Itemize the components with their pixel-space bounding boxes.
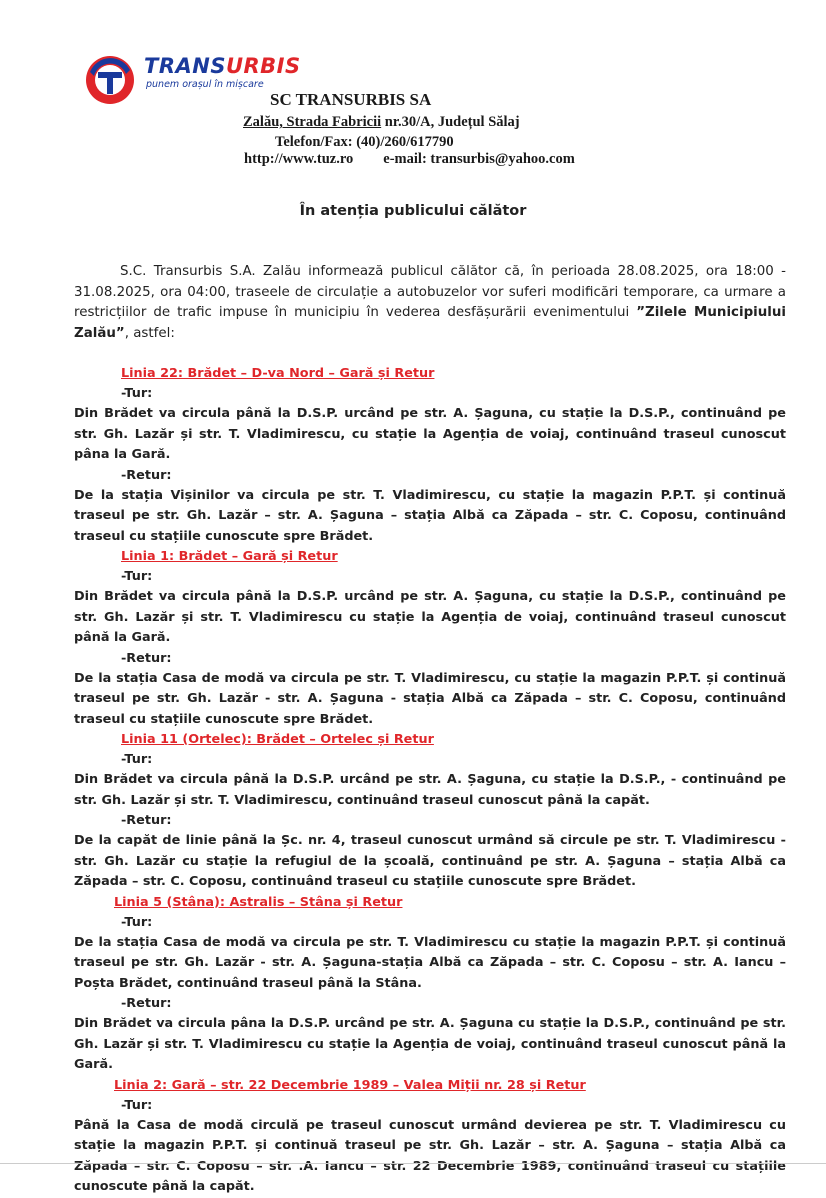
logo-tagline: punem orașul în mișcare — [146, 79, 264, 90]
retur-label: -Retur: — [121, 996, 172, 1011]
email-address[interactable]: e-mail: transurbis@yahoo.com — [383, 151, 575, 167]
tur-label: -Tur: — [121, 752, 153, 767]
address-street: Zalău, Strada Fabricii — [243, 114, 382, 130]
tur-description: Din Brădet va circula până la D.S.P. urcând pe str. A. Șaguna, cu stație la D.S.P., - continuând pe str. Gh. Lazăr și str. T. Vladimirescu, continuând traseul cunoscut până la capăt. — [74, 772, 786, 808]
website-link[interactable]: http://www.tuz.ro — [244, 151, 354, 167]
transurbis-logo — [82, 52, 301, 108]
retur-label: -Retur: — [121, 813, 172, 828]
route-heading-text: Linia 2: Gară – str. 22 Decembrie 1989 – Valea Miții nr. 28 și Retur — [114, 1077, 586, 1093]
retur-description: De la capăt de linie până la Șc. nr. 4, traseul cunoscut urmând să circule pe str. T. Vladimirescu - str. Gh. Lazăr cu stație la refugiul de la școală, continuând pe str. A. Șaguna – stația Albă ca Zăpada – str. C. Coposu, continuând traseul cu stațiile cunoscute spre Brădet. — [74, 833, 786, 889]
page-bottom-divider — [0, 1163, 826, 1164]
route-heading — [74, 893, 786, 913]
retur-description: De la stația Casa de modă va circula pe str. T. Vladimirescu, cu stație la magazin P.P.T. și continuă traseul pe str. Gh. Lazăr - str. A. Șaguna - stația Albă ca Zăpada – str. C. Coposu, continuând traseul cu stațiile cunoscute spre Brădet. — [74, 670, 786, 727]
retur-label: -Retur: — [121, 467, 172, 483]
tur-description: De la stația Casa de modă va circula pe str. T. Vladimirescu cu stație la magazin P.P.T. și continuă traseul pe str. Gh. Lazăr - str. A. Șaguna-stația Albă ca Zăpada – str. C. Coposu – str. A. Iancu – Poșta Brădet, continuând traseul până la Stâna. — [74, 934, 786, 991]
route-heading — [74, 730, 786, 750]
intro-event-name: ”Zilele Municipiului Zalău” — [74, 305, 786, 341]
route-section — [74, 364, 786, 547]
address-rest: nr.30/A, Județul Sălaj — [381, 114, 520, 130]
tur-label: -Tur: — [121, 386, 153, 401]
company-contact-line — [244, 151, 575, 168]
intro-paragraph — [74, 262, 786, 344]
route-section — [74, 730, 786, 893]
route-heading-text: Linia 5 (Stâna): Astralis – Stâna și Retur — [114, 894, 403, 910]
logo-brand-suffix: URBIS — [225, 54, 301, 78]
route-section — [74, 1076, 786, 1198]
routes-section — [74, 364, 786, 1198]
retur-label: -Retur: — [121, 650, 172, 666]
route-heading — [74, 547, 786, 567]
company-name: SC TRANSURBIS SA — [270, 90, 432, 109]
route-section — [74, 893, 786, 1076]
logo-brand-prefix: TRANS — [144, 54, 226, 78]
intro-text: S.C. Transurbis S.A. Zalău informează publicul călător că, în perioada 28.08.2025, ora 18:00 - 31.08.2025, ora 04:00, traseele de circulație a autobuzelor vor suferi modificări temporare, ca urmare a restricțiilor de trafic impuse în municipiu în vederea desfășurării evenimentului — [74, 264, 786, 320]
notice-title: În atenția publicului călător — [299, 203, 527, 219]
logo-brand-name — [144, 54, 301, 78]
tur-label: -Tur: — [121, 569, 153, 584]
company-phone: Telefon/Fax: (40)/260/617790 — [275, 134, 454, 150]
tur-description: Din Brădet va circula până la D.S.P. urcând pe str. A. Șaguna, cu stație la D.S.P., continuând pe str. Gh. Lazăr și str. T. Vladimirescu, cu stație la Agenția de voiaj, continuând traseul cunoscut pâna la Gară. — [74, 406, 786, 462]
retur-description: Din Brădet va circula pâna la D.S.P. urcând pe str. A. Șaguna cu stație la D.S.P., continuând pe str. Gh. Lazăr și str. T. Vladimirescu cu stație la Agenția de voiaj, continuând traseul cunoscut până la Gară. — [74, 1016, 786, 1072]
tur-description: Până la Casa de modă circulă pe traseul cunoscut urmând devierea pe str. T. Vladimirescu cu stație la magazin P.P.T. și continuă traseul pe str. Gh. Lazăr – str. A. Șaguna – stația Albă ca Zăpada – str. C. Coposu – str. .A. Iancu – str. 22 Decembrie 1989, continuând traseul cu stațiile cunoscute până la capăt. — [74, 1117, 786, 1194]
company-address — [243, 114, 520, 131]
tur-label: -Tur: — [121, 1097, 153, 1113]
route-heading-text: Linia 11 (Ortelec): Brădet – Ortelec și Retur — [121, 732, 434, 747]
route-heading — [74, 364, 786, 384]
tur-description: Din Brădet va circula până la D.S.P. urcând pe str. A. Șaguna, cu stație la D.S.P., continuând pe str. Gh. Lazăr și str. T. Vladimirescu cu stație la Agenția de voiaj, continuând traseul cunoscut până la Gară. — [74, 589, 786, 645]
route-section — [74, 547, 786, 730]
route-heading — [74, 1076, 786, 1096]
transurbis-emblem-icon — [82, 52, 138, 108]
route-heading-text: Linia 22: Brădet – D-va Nord – Gară și Retur — [121, 366, 435, 381]
route-heading-text: Linia 1: Brădet – Gară și Retur — [121, 549, 338, 564]
retur-description: De la stația Vișinilor va circula pe str. T. Vladimirescu, cu stație la magazin P.P.T. și continuă traseul pe str. Gh. Lazăr – str. A. Șaguna – stația Albă ca Zăpada – str. C. Coposu, continuând traseul cu stațiile cunoscute spre Brădet. — [74, 487, 786, 544]
tur-label: -Tur: — [121, 914, 153, 930]
intro-end: , astfel: — [124, 325, 175, 341]
